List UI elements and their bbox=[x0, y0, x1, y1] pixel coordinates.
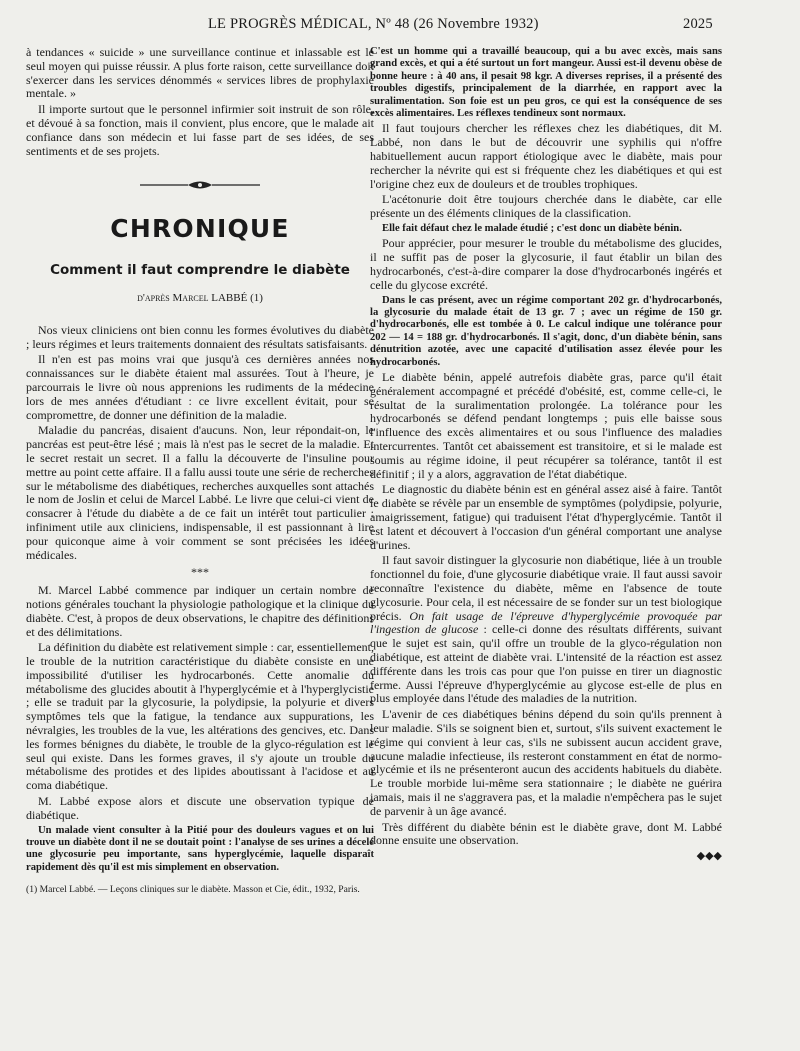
byline bbox=[26, 292, 374, 306]
section-break-stars: *** bbox=[191, 565, 209, 580]
left-column bbox=[26, 46, 374, 895]
paragraph: Très différent du diabète bénin est le diabète grave, dont M. Labbé donne ensuite une observation. bbox=[370, 819, 722, 848]
paragraph: Pour apprécier, pour mesurer le trouble du métabolisme des glucides, il ne suffit pas de poser la glycosurie, il faut établir un bilan des hydrocarbonés, c'est-à-dire comparer la dose d'hydrocarbonés ingérés et celle du glycose excrété. bbox=[370, 236, 722, 292]
journal-issue-line: LE PROGRÈS MÉDICAL, Nº 48 (26 Novembre 1932) bbox=[208, 16, 539, 32]
paragraph: Nos vieux cliniciens ont bien connu les formes évolutives du diabète ; leurs régimes et leurs traitements donnaient des résultats satisfaisants. bbox=[26, 322, 374, 351]
right-column bbox=[370, 46, 722, 864]
article-title: Comment il faut comprendre le diabète bbox=[50, 262, 350, 279]
running-header bbox=[0, 16, 800, 38]
footnote: (1) Marcel Labbé. — Leçons cliniques sur le diabète. Masson et Cie, édit., 1932, Paris. bbox=[26, 884, 360, 896]
case-report-paragraph: Dans le cas présent, avec un régime comportant 202 gr. d'hydrocarbonés, la glycosurie du malade était de 13 gr. 7 ; avec un régime de 150 gr. d'hydrocarbonés, elle est tombée à 0. Le calcul indique une tolérance pour 202 — 14 = 188 gr. d'hydrocarbonés. Il s'agit, donc, d'un diabète bénin, sans dénutrition azotée, avec une capacité d'utilisation assez élevée pour les hydrocarbonés. bbox=[370, 294, 722, 368]
italic-phrase: On fait usage de l'épreuve d'hyperglycémie provoquée par l'ingestion de glucose bbox=[370, 608, 723, 637]
byline-author: Marcel LABBÉ (1) bbox=[172, 291, 263, 304]
paragraph bbox=[370, 554, 722, 706]
paragraph: Il faut toujours chercher les réflexes chez les diabétiques, dit M. Labbé, non dans le but de découvrir une syphilis qui n'offre habituellement aucun rapport étiologique avec le diabète, mais pour rechercher la névrite qui est si fréquente chez les diabétiques et qui est l'origine chez eux de douleurs et de troubles trophiques. bbox=[370, 121, 722, 191]
ornament-divider bbox=[26, 178, 374, 192]
paragraph: Le diabète bénin, appelé autrefois diabète gras, parce qu'il était généralement accompagné et précédé d'obésité, est, comme celle-ci, le résultat de la suralimentation prolongée. La tolérance pour les hydrocarbonés se défend pendant longtemps ; puis elle baisse sous l'influence des excès alimentaires et ou sous l'influence des maladies intercurrentes. Tantôt cet abaissement est transitoire, et si le malade est soumis au régime idoine, il peut récupérer sa tolérance, tantôt il est définitif ; il y a alors, aggravation de l'état diabétique. bbox=[370, 370, 722, 481]
case-report-paragraph: C'est un homme qui a travaillé beaucoup, qui a bu avec excès, mais sans grand excès, et qui a été surtout un fort mangeur. Aussi est-il devenu obèse de bonne heure : à 40 ans, il pesait 98 kgr. A diverses reprises, il a présenté des troubles digestifs, principalement de la diarrhée, en rapport avec la suralimentation. Son foie est un peu gros, ce qui est la conséquence de ses excès alimentaires. Les réflexes tendineux sont normaux. bbox=[370, 46, 722, 120]
paragraph: Il n'en est pas moins vrai que jusqu'à ces dernières années nos connaissances sur le diabète étaient mal assurées. Tout à l'heure, je parcourrais le livre où nous apprenions les rudiments de la médecine lors de mes années d'étudiant : ce livre excellent évitait, pour se compromettre, de donner une définition de la maladie. bbox=[26, 352, 374, 422]
paragraph: à tendances « suicide » une surveillance continue et inlassable est le seul moyen qui puisse réussir. A plus forte raison, cette surveillance doit s'exercer dans les services dénommés « services libres de prophylaxie mentale. » bbox=[26, 45, 374, 101]
byline-prefix: d'après bbox=[137, 291, 170, 304]
page-number: 2025 bbox=[683, 16, 713, 32]
ornament-icon bbox=[140, 178, 260, 192]
end-mark: ◆◆◆ bbox=[696, 850, 722, 863]
section-title: CHRONIQUE bbox=[110, 214, 290, 244]
case-report-paragraph: Un malade vient consulter à la Pitié pour des douleurs vagues et on lui trouve un diabète dont il ne se doutait point : l'analyse de ses urines a décelé une glycosurie peu importante, sans hyperglycémie, laquelle disparaît rapidement dès qu'il est mis simplement en observation. bbox=[26, 824, 374, 873]
paragraph: L'avenir de ces diabétiques bénins dépend du soin qu'ils prennent à leur maladie. S'ils se soignent bien et, surtout, s'ils suivent exactement le régime qui convient à leur cas, s'ils ne subissent aucun accident grave, aucune maladie infectieuse, ils resteront constamment en état de normo-glycémie et ils ne présenteront aucun des accidents habituels du diabète. Le trouble morbide lui-même sera stationnaire ; le diabète ne guérira jamais, mais il ne s'aggravera pas, et la maladie n'empêchera pas le sujet de parvenir à un âge avancé. bbox=[370, 707, 722, 818]
case-report-paragraph: Elle fait défaut chez le malade étudié ; c'est donc un diabète bénin. bbox=[382, 223, 682, 235]
paragraph: Maladie du pancréas, disaient d'aucuns. Non, leur répondait-on, le pancréas est peut-être lésé ; mais là n'est pas le secret de la maladie. Et le secret restait un secret. Il a fallu la découverte de l'insuline pour mettre au point cette affaire. Il a fallu aussi toute une série de recherches sur le métabolisme des diabétiques, recherches auxquelles sont attachés le nom de Joslin et celui de Marcel Labbé. Le livre que celui-ci vient de consacrer à l'étude du diabète a de ce fait un intérêt tout particulier : infiniment utile aux cliniciens, indispensable, il est passionnant à lire pour quiconque aime à voir comment se sont précisées les idées médicales. bbox=[26, 423, 374, 562]
paragraph: M. Labbé expose alors et discute une observation typique de diabétique. bbox=[26, 794, 374, 822]
paragraph: L'acétonurie doit être toujours cherchée dans le diabète, car elle présente un des éléments cliniques de la classification. bbox=[370, 192, 722, 221]
paragraph: La définition du diabète est relativement simple : car, essentiellement, le trouble de la nutrition caractéristique du diabète consiste en une impossibilité d'utiliser les hydrocarbonés. Cette anomalie du métabolisme des glucides aboutit à l'hyperglycémie et à l'hyperglycistie ; elle se traduit par la glycosurie, la polydipsie, la polyurie et divers symptômes tels que la fatigue, la tendance aux suppurations, les névralgies, les troubles de la vue, les altérations des gencives, etc. Dans les formes bénignes du diabète, le trouble de la glyco-régulation est le seul qui existe. Dans les formes graves, il s'y ajoute un trouble du métabolisme des protides et des lipides aboutissant à l'acidose et au coma diabétique. bbox=[26, 640, 374, 793]
paragraph: Le diagnostic du diabète bénin est en général assez aisé à faire. Tantôt le diabète se révèle par un ensemble de symptômes (polydipsie, polyurie, amaigrissement, fatigue) qui traduisent l'état d'hyperglycémie. Tantôt il est latent et découvert à l'occasion d'un général comportant une analyse d'urines. bbox=[370, 482, 722, 552]
paragraph-text: Il faut savoir distinguer la glycosurie non diabétique, liée à un trouble fonctionnel du foie, d'une glycosurie diabétique vraie. Il faut aussi savoir reconnaître l'existence du diabète, même en l'absence de toute glycosurie. Pour cela, il est nécessaire de se fonder sur un test biologique précis. bbox=[370, 553, 722, 623]
paragraph-text: : celle-ci donne des résultats différents, suivant que le sujet est sain, qu'il offre un trouble de la glyco-régulation non diabétique, est atteint de diabète vrai. L'intensité de la réaction est assez différente dans les trois cas pour que l'on puisse en tirer un diagnostic ferme. Aussi l'épreuve d'hyperglycémie au glycose est-elle de plus en plus employée dans l'étude des maladies de la nutrition. bbox=[370, 622, 723, 706]
paragraph: Il importe surtout que le personnel infirmier soit instruit de son rôle, et dévoué à sa fonction, mais il convient, plus encore, que le malade ait confiance dans son médecin et lui fasse part de ses idées, de ses sentiments et de ses projets. bbox=[26, 102, 374, 158]
paragraph: M. Marcel Labbé commence par indiquer un certain nombre de notions générales touchant la physiologie pathologique et la clinique du diabète. C'est, à propos de deux observations, le chapitre des définitions et des délimitations. bbox=[26, 583, 374, 639]
